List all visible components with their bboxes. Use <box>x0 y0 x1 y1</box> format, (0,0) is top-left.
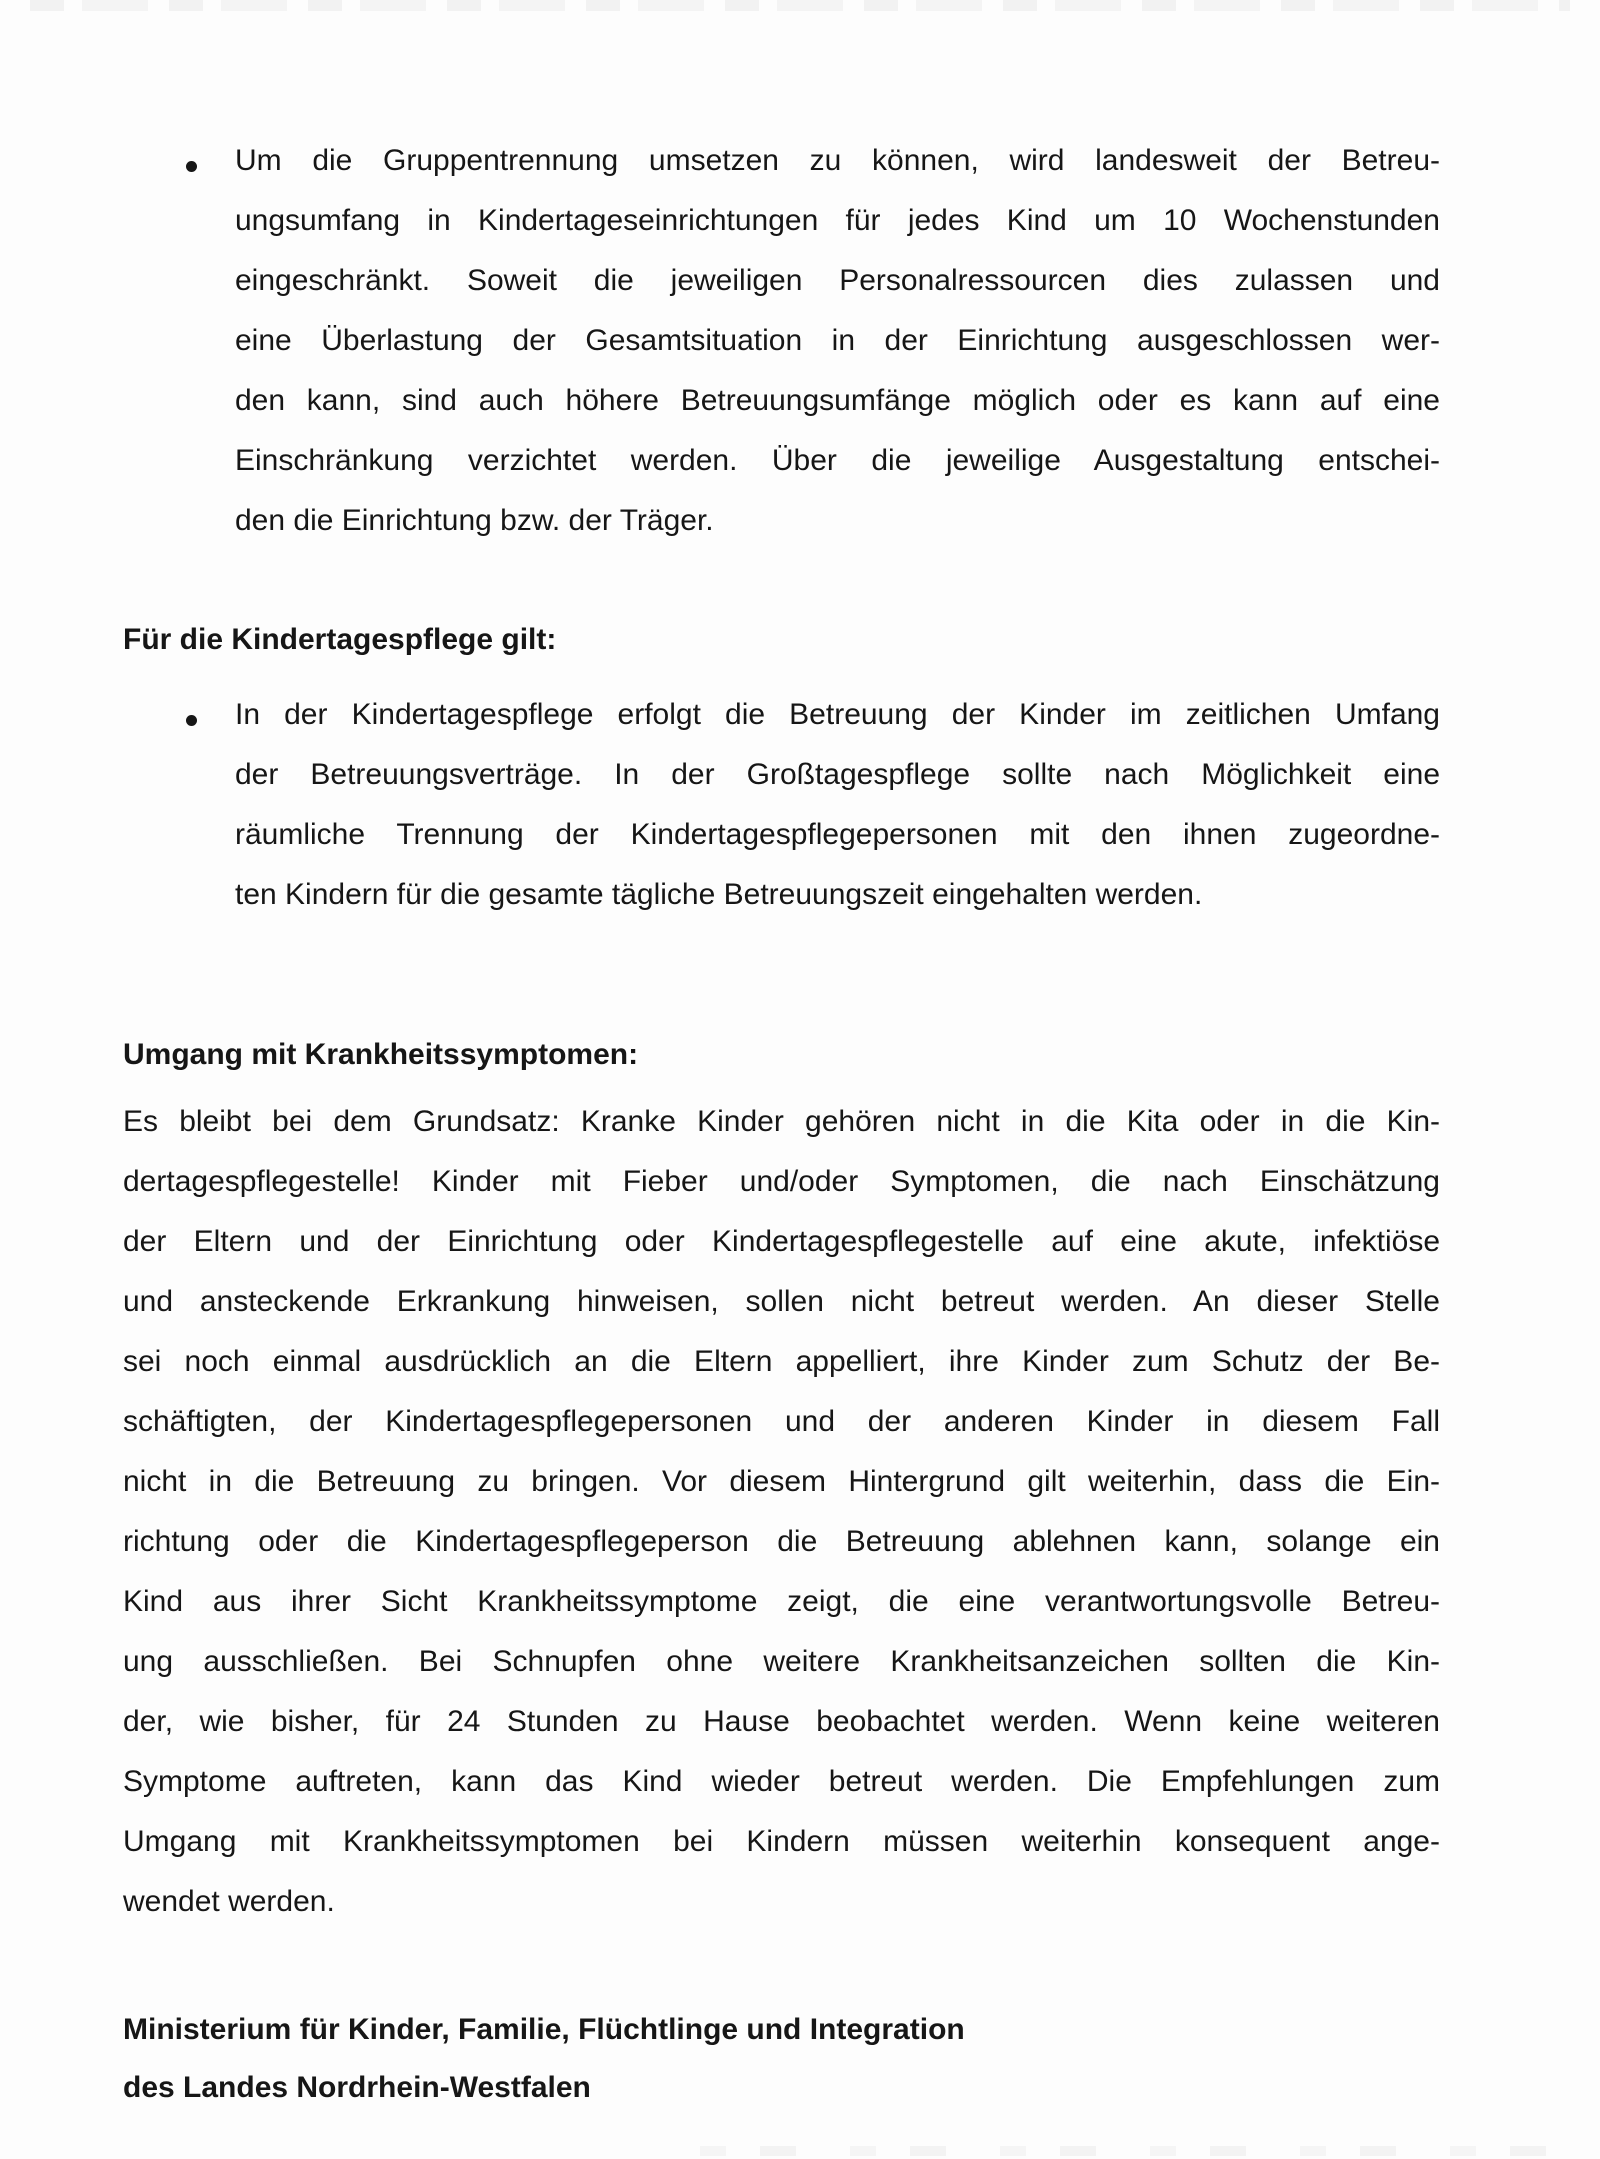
text-line: Umgang mit Krankheitssymptomen bei Kindern müssen weiterhin konsequent ange- <box>123 1825 1440 1858</box>
bullet-item-betreuungsumfang <box>123 131 1440 551</box>
text-line: Ministerium für Kinder, Familie, Flüchtlinge und Integration <box>123 2013 965 2046</box>
bullet-text-kindertagespflege <box>235 685 1440 925</box>
text-line: Einschränkung verzichtet werden. Über die jeweilige Ausgestaltung entschei- <box>235 444 1440 477</box>
text-line: ungsumfang in Kindertageseinrichtungen für jedes Kind um 10 Wochenstunden <box>235 204 1440 237</box>
text-line: wendet werden. <box>123 1885 335 1918</box>
bullet-item-kindertagespflege <box>123 685 1440 925</box>
section-heading-krankheitssymptome: Umgang mit Krankheitssymptomen: <box>123 1038 639 1071</box>
text-line: den die Einrichtung bzw. der Träger. <box>235 504 714 537</box>
bullet-icon <box>186 161 197 172</box>
bullet-icon <box>186 715 197 726</box>
text-line: ung ausschließen. Bei Schnupfen ohne weitere Krankheitsanzeichen sollten die Kin- <box>123 1645 1440 1678</box>
text-line: der Eltern und der Einrichtung oder Kindertagespflegestelle auf eine akute, infektiöse <box>123 1225 1440 1258</box>
text-line: Es bleibt bei dem Grundsatz: Kranke Kinder gehören nicht in die Kita oder in die Kin- <box>123 1105 1440 1138</box>
paragraph-krankheitssymptome <box>123 1092 1440 1932</box>
text-line: Symptome auftreten, kann das Kind wieder betreut werden. Die Empfehlungen zum <box>123 1765 1440 1798</box>
cut-off-text-artifact-bottom <box>700 2146 1560 2156</box>
bullet-text-betreuungsumfang <box>235 131 1440 551</box>
text-line: den kann, sind auch höhere Betreuungsumfänge möglich oder es kann auf eine <box>235 384 1440 417</box>
text-line: ten Kindern für die gesamte tägliche Betreuungszeit eingehalten werden. <box>235 878 1203 911</box>
text-line: schäftigten, der Kindertagespflegepersonen und der anderen Kinder in diesem Fall <box>123 1405 1440 1438</box>
text-line: eingeschränkt. Soweit die jeweiligen Personalressourcen dies zulassen und <box>235 264 1440 297</box>
text-line: richtung oder die Kindertagespflegeperson die Betreuung ablehnen kann, solange ein <box>123 1525 1440 1558</box>
text-line: Um die Gruppentrennung umsetzen zu können, wird landesweit der Betreu- <box>235 144 1440 177</box>
text-line: der Betreuungsverträge. In der Großtagespflege sollte nach Möglichkeit eine <box>235 758 1440 791</box>
text-line: sei noch einmal ausdrücklich an die Eltern appelliert, ihre Kinder zum Schutz der Be- <box>123 1345 1440 1378</box>
section-heading-kindertagespflege: Für die Kindertagespflege gilt: <box>123 623 557 656</box>
text-line: Kind aus ihrer Sicht Krankheitssymptome zeigt, die eine verantwortungsvolle Betreu- <box>123 1585 1440 1618</box>
cut-off-text-artifact-top <box>30 0 1570 11</box>
text-line: des Landes Nordrhein-Westfalen <box>123 2071 591 2104</box>
text-line: dertagespflegestelle! Kinder mit Fieber und/oder Symptomen, die nach Einschätzung <box>123 1165 1440 1198</box>
footer-ministerium <box>123 2001 1440 2117</box>
text-line: In der Kindertagespflege erfolgt die Betreuung der Kinder im zeitlichen Umfang <box>235 698 1440 731</box>
text-line: und ansteckende Erkrankung hinweisen, sollen nicht betreut werden. An dieser Stelle <box>123 1285 1440 1318</box>
text-line: räumliche Trennung der Kindertagespflegepersonen mit den ihnen zugeordne- <box>235 818 1440 851</box>
text-line: nicht in die Betreuung zu bringen. Vor diesem Hintergrund gilt weiterhin, dass die Ein- <box>123 1465 1440 1498</box>
text-line: der, wie bisher, für 24 Stunden zu Hause beobachtet werden. Wenn keine weiteren <box>123 1705 1440 1738</box>
text-line: eine Überlastung der Gesamtsituation in der Einrichtung ausgeschlossen wer- <box>235 324 1440 357</box>
